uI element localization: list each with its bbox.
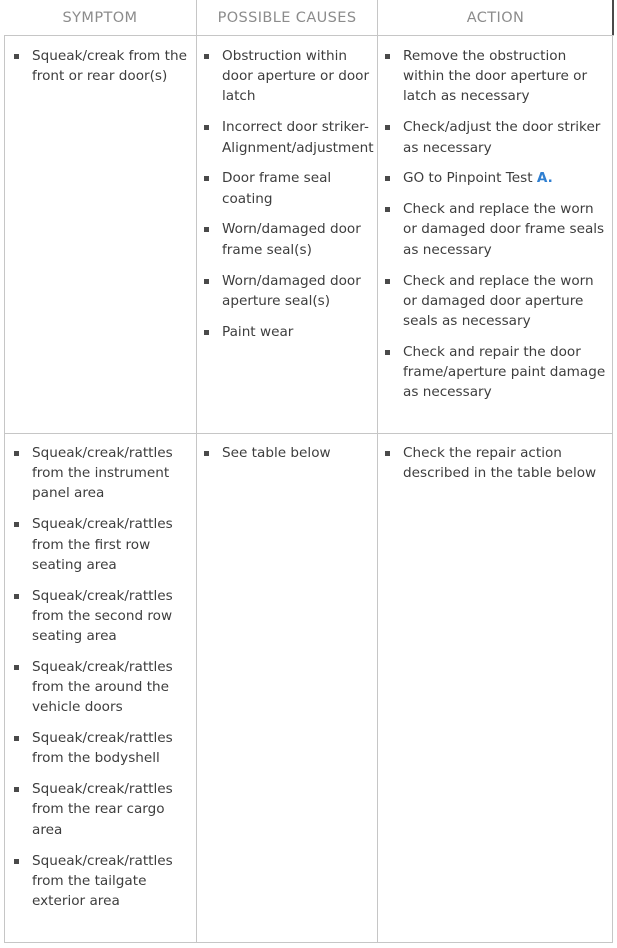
bullet-icon <box>14 594 19 599</box>
bullet-icon <box>14 859 19 864</box>
column-divider <box>377 0 378 943</box>
row1-symptom-cell <box>14 46 190 97</box>
row2-causes-cell <box>204 443 374 474</box>
list-item: Door frame seal coating <box>204 168 374 208</box>
diagnosis-table <box>4 0 613 943</box>
bullet-icon <box>204 176 209 181</box>
bullet-icon <box>14 451 19 456</box>
list-item: Check the repair action described in the table below <box>385 443 607 483</box>
list-item: Squeak/creak/rattles from the instrument panel area <box>14 443 184 504</box>
bullet-icon <box>204 330 209 335</box>
list-item: Check and replace the worn or damaged door frame seals as necessary <box>385 199 607 260</box>
list-item: Paint wear <box>204 322 374 342</box>
pinpoint-test-link[interactable]: A. <box>536 170 553 187</box>
bullet-icon <box>385 54 390 59</box>
bullet-icon <box>14 522 19 527</box>
list-item: Squeak/creak/rattles from the rear cargo area <box>14 779 184 840</box>
bullet-icon <box>14 787 19 792</box>
bullet-icon <box>204 54 209 59</box>
list-item: Check and repair the door frame/aperture paint damage as necessary <box>385 342 607 403</box>
bullet-icon <box>385 350 390 355</box>
list-item: Squeak/creak/rattles from the bodyshell <box>14 728 184 768</box>
header-symptom: SYMPTOM <box>62 10 138 26</box>
bullet-icon <box>385 451 390 456</box>
list-item: Squeak/creak/rattles from the second row seating area <box>14 586 184 647</box>
header-bottom-border <box>4 35 614 36</box>
list-item: See table below <box>204 443 374 463</box>
bullet-icon <box>14 54 19 59</box>
table-bottom-border <box>4 942 613 943</box>
header-right-edge <box>612 0 614 36</box>
bullet-icon <box>385 176 390 181</box>
bullet-icon <box>385 279 390 284</box>
list-item: GO to Pinpoint Test A. <box>385 168 607 188</box>
list-item: Incorrect door striker-Alignment/adjustment <box>204 117 374 157</box>
row2-action-cell <box>385 443 607 494</box>
row1-action-cell <box>385 46 607 413</box>
list-item: Check and replace the worn or damaged door aperture seals as necessary <box>385 271 607 332</box>
bullet-icon <box>385 207 390 212</box>
list-item: Squeak/creak/rattles from the around the vehicle doors <box>14 657 184 718</box>
list-item: Remove the obstruction within the door aperture or latch as necessary <box>385 46 607 107</box>
header-action: ACTION <box>466 10 525 26</box>
bullet-icon <box>14 736 19 741</box>
list-item: Squeak/creak from the front or rear door(s) <box>14 46 190 86</box>
header-possible-causes: POSSIBLE CAUSES <box>217 10 357 26</box>
list-item: Squeak/creak/rattles from the tailgate exterior area <box>14 851 184 912</box>
row1-causes-cell <box>204 46 374 353</box>
bullet-icon <box>204 451 209 456</box>
row-divider <box>4 433 613 434</box>
table-left-border <box>4 36 5 943</box>
list-item: Check/adjust the door striker as necessary <box>385 117 607 157</box>
row2-symptom-cell <box>14 443 184 922</box>
bullet-icon <box>204 227 209 232</box>
column-divider <box>196 0 197 943</box>
list-item: Worn/damaged door frame seal(s) <box>204 219 374 259</box>
list-item: Squeak/creak/rattles from the first row seating area <box>14 514 184 575</box>
bullet-icon <box>14 665 19 670</box>
bullet-icon <box>204 279 209 284</box>
bullet-icon <box>204 125 209 130</box>
bullet-icon <box>385 125 390 130</box>
list-item: Obstruction within door aperture or door latch <box>204 46 374 107</box>
list-item: Worn/damaged door aperture seal(s) <box>204 271 374 311</box>
table-right-border <box>612 36 613 943</box>
